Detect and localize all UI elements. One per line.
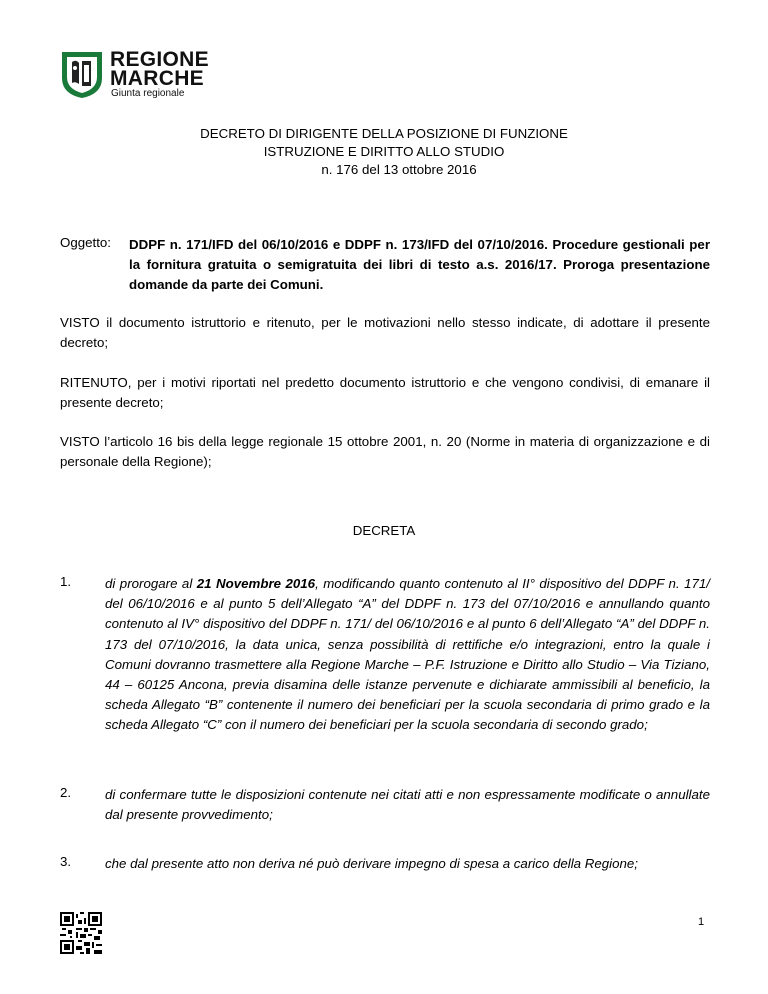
decreta-heading: DECRETA (352, 523, 416, 538)
regione-marche-logo (60, 48, 220, 100)
logo-title-line1: REGIONE (110, 48, 209, 71)
premise-visto-articolo: VISTO l’articolo 16 bis della legge regionale 15 ottobre 2001, n. 20 (Norme in materia di organizzazione e di personale della Regione); (60, 434, 710, 469)
regione-marche-emblem-icon (60, 48, 104, 100)
logo-title (110, 50, 209, 88)
decree-header-line2: ISTRUZIONE E DIRITTO ALLO STUDIO (263, 144, 505, 159)
decree-header-line1: DECRETO DI DIRIGENTE DELLA POSIZIONE DI FUNZIONE (200, 126, 568, 141)
item-1-post: , modificando quanto contenuto al II° dispositivo del DDPF n. 171/ del 06/10/2016 e al punto 5 dell’Allegato “A” del DDPF n. 173 del 07/10/2016 e annullando quanto contenuto al IV° dispositivo del DDPF n. 171/ del 06/10/2016 e al punto 6 dell’Allegato “A” del DDPF n. 173 del 07/10/2016, la data unica, senza possibilità di rettifiche e/o integrazioni, entro la quale i Comuni dovranno trasmettere alla Regione Marche – P.F. Istruzione e Diritto allo Studio – Via Tiziano, 44 – 60125 Ancona, previa disamina delle istanze pervenute e dichiarate ammissibili al beneficio, la scheda Allegato “B” contenente il numero dei beneficiari per la scuola secondaria di primo grado e la scheda Allegato “C” con il numero dei beneficiari per la scuola secondaria di secondo grado; (105, 576, 710, 733)
item-number-3: 3. (60, 854, 72, 869)
logo-title-line2: MARCHE (110, 67, 204, 90)
logo-subtitle: Giunta regionale (111, 88, 185, 99)
qr-code-icon (60, 912, 102, 954)
premise-ritenuto: RITENUTO, per i motivi riportati nel predetto documento istruttorio e che vengono condivisi, di emanare il presente decreto; (60, 375, 710, 410)
item-text-1 (105, 574, 710, 736)
item-1-deadline: 21 Novembre 2016 (196, 576, 316, 591)
decree-number-date: n. 176 del 13 ottobre 2016 (321, 162, 477, 177)
item-number-2: 2. (60, 785, 72, 800)
item-number-1: 1. (60, 574, 72, 589)
item-1-pre: di prorogare al (105, 576, 197, 591)
page-number: 1 (698, 916, 705, 928)
item-text-2: di confermare tutte le disposizioni contenute nei citati atti e non espressamente modificate o annullate dal presente provvedimento; (105, 787, 710, 823)
subject-text: DDPF n. 171/IFD del 06/10/2016 e DDPF n. 173/IFD del 07/10/2016. Procedure gestionali per la fornitura gratuita o semigratuita dei libri di testo a.s. 2016/17. Proroga presentazione domande da parte dei Comuni. (129, 237, 710, 292)
subject-label: Oggetto: (60, 235, 112, 250)
premise-visto-documento: VISTO il documento istruttorio e ritenuto, per le motivazioni nello stesso indicate, di adottare il presente decreto; (60, 315, 710, 350)
item-text-3: che dal presente atto non deriva né può derivare impegno di spesa a carico della Regione; (105, 856, 638, 871)
